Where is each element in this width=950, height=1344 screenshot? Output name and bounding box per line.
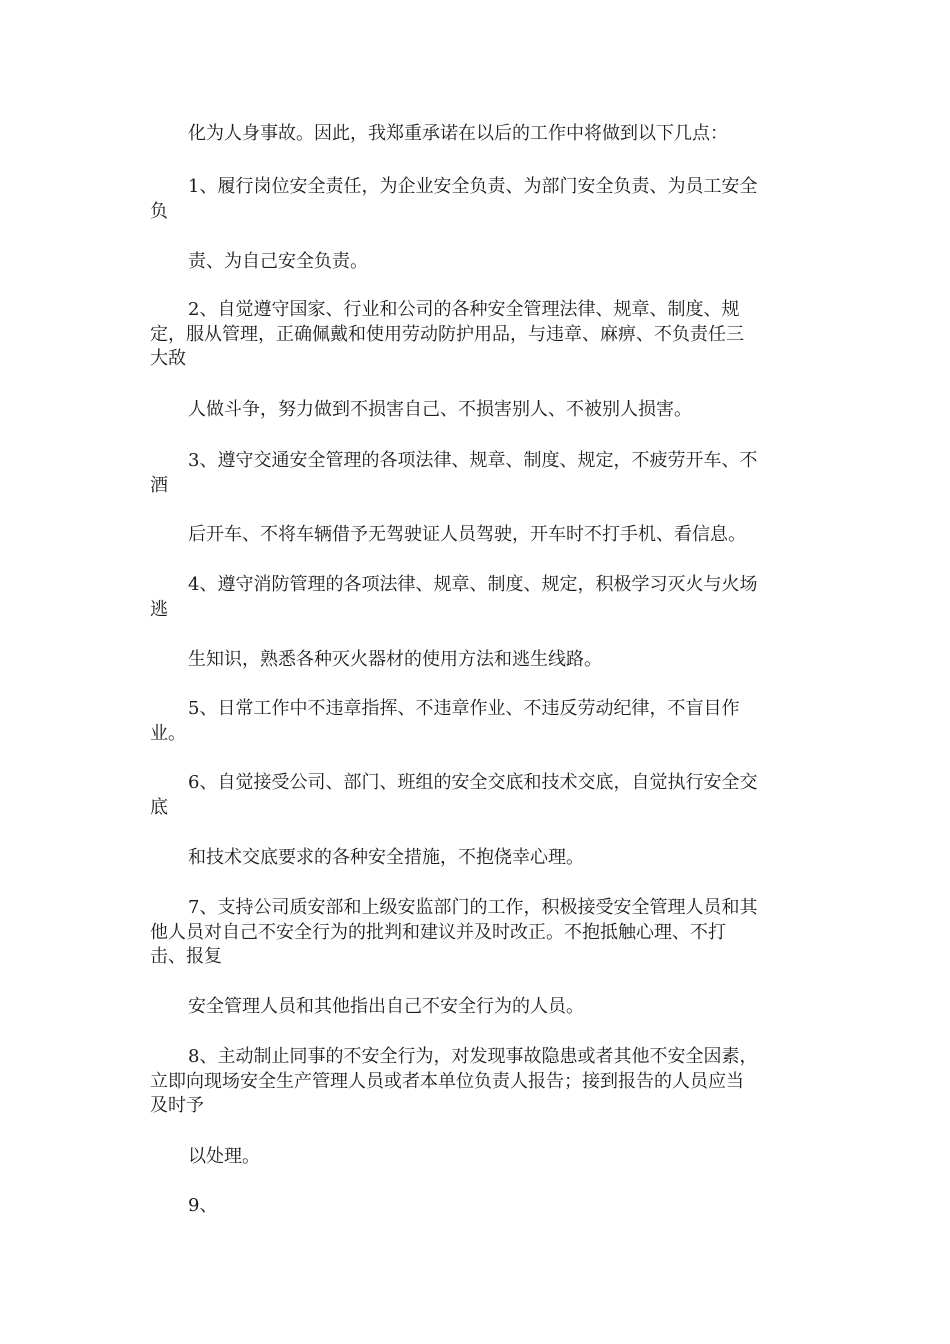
paragraph-item-2-continued: 人做斗争，努力做到不损害自己、不损害别人、不被别人损害。 bbox=[188, 399, 692, 420]
paragraph-item-7: 7、支持公司质安部和上级安监部门的工作，积极接受安全管理人员和其 他人员对自己不安全行为的批判和建议并及时改正。不抱抵触心理、不打 击、报复 bbox=[150, 897, 758, 967]
paragraph-item-6-continued: 和技术交底要求的各种安全措施，不抱侥幸心理。 bbox=[188, 847, 584, 868]
paragraph-item-2: 2、自觉遵守国家、行业和公司的各种安全管理法律、规章、制度、规 定，服从管理，正确佩戴和使用劳动防护用品，与违章、麻痹、不负责任三 大敌 bbox=[150, 299, 744, 369]
paragraph-item-4: 4、遵守消防管理的各项法律、规章、制度、规定，积极学习灭火与火场 逃 bbox=[150, 574, 758, 620]
paragraph-item-3: 3、遵守交通安全管理的各项法律、规章、制度、规定，不疲劳开车、不 酒 bbox=[150, 450, 758, 496]
paragraph-item-8: 8、主动制止同事的不安全行为，对发现事故隐患或者其他不安全因素， 立即向现场安全生产管理人员或者本单位负责人报告；接到报告的人员应当 及时予 bbox=[150, 1046, 758, 1116]
paragraph-intro: 化为人身事故。因此，我郑重承诺在以后的工作中将做到以下几点： bbox=[188, 123, 728, 144]
paragraph-item-9: 9、 bbox=[188, 1195, 218, 1216]
paragraph-item-7-continued: 安全管理人员和其他指出自己不安全行为的人员。 bbox=[188, 996, 584, 1017]
paragraph-item-4-continued: 生知识，熟悉各种灭火器材的使用方法和逃生线路。 bbox=[188, 649, 602, 670]
paragraph-item-8-continued: 以处理。 bbox=[188, 1146, 260, 1167]
paragraph-item-3-continued: 后开车、不将车辆借予无驾驶证人员驾驶，开车时不打手机、看信息。 bbox=[188, 524, 746, 545]
paragraph-item-6: 6、自觉接受公司、部门、班组的安全交底和技术交底，自觉执行安全交 底 bbox=[150, 772, 758, 818]
paragraph-item-1-continued: 责、为自己安全负责。 bbox=[188, 251, 368, 272]
paragraph-item-1: 1、履行岗位安全责任，为企业安全负责、为部门安全负责、为员工安全 负 bbox=[150, 176, 758, 222]
paragraph-item-5: 5、日常工作中不违章指挥、不违章作业、不违反劳动纪律，不盲目作 业。 bbox=[150, 698, 740, 744]
